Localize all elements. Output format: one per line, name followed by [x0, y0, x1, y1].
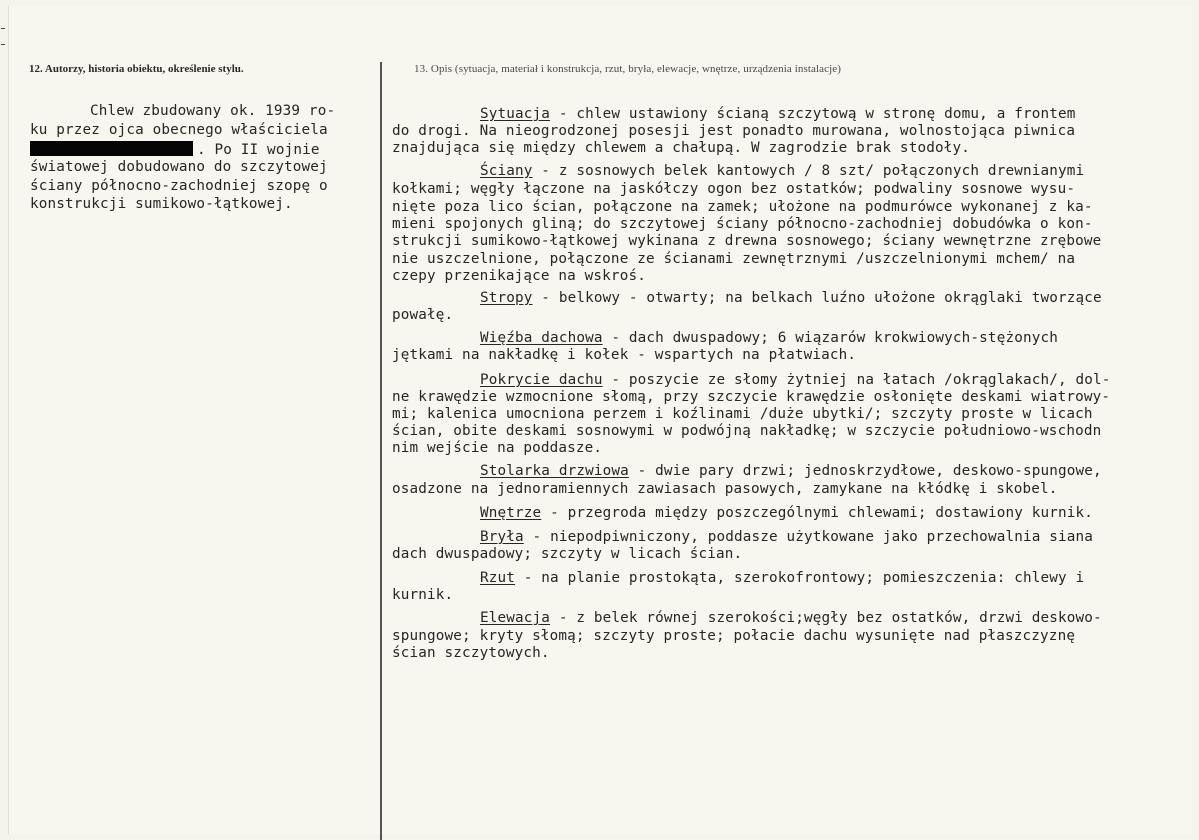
redaction-block — [30, 141, 193, 156]
section-sciany: Ściany - z sosnowych belek kantowych / 8 szt/ połączonych drewnianymi — [480, 163, 1085, 179]
section-elewacja: Elewacja - z belek równej szerokości;węgły bez ostatków, drzwi deskowo- — [480, 610, 1102, 626]
section-label: Pokrycie dachu — [480, 372, 603, 388]
text-line: ne krawędzie wzmocnione słomą, przy szczycie krawędzie osłonięte deskami wiatrowy- — [392, 389, 1111, 405]
field-13-header: 13. Opis (sytuacja, materiał i konstrukcja, rzut, bryła, elewacje, wnętrze, urządzenia instalacje) — [414, 63, 842, 75]
margin-mark — [1, 28, 5, 29]
section-label: Stolarka drzwiowa — [480, 463, 629, 479]
column-divider — [380, 62, 382, 840]
text-line: osadzone na jednoramiennych zawiasach pasowych, zamykane na kłódkę i skobel. — [392, 481, 1058, 497]
history-line: światowej dobudowano do szczytowej — [30, 159, 328, 175]
section-stolarka: Stolarka drzwiowa - dwie pary drzwi; jednoskrzydłowe, deskowo-spungowe, — [480, 463, 1102, 479]
history-line: Chlew zbudowany ok. 1939 ro- — [90, 103, 336, 119]
text-line: strukcji sumikowo-łątkowej wykinana z drewna sosnowego; ściany wewnętrzne zrębowe — [392, 233, 1102, 249]
text-line: powałę. — [392, 307, 454, 323]
margin-mark — [1, 44, 5, 45]
text-line: mi; kalenica umocniona perzem i koźlinami /duże ubytki/; szczyty proste w licach — [392, 406, 1093, 422]
section-label: Więźba dachowa — [480, 330, 603, 346]
history-line: ku przez ojca obecnego właściciela — [30, 122, 328, 138]
section-label: Sytuacja — [480, 106, 551, 122]
field-12-header: 12. Autorzy, historia obiektu, określenie stylu. — [29, 63, 244, 75]
text-line: nięte poza lico ścian, połączone na zamek; ułożone na podmurówce wykonanej z ka- — [392, 199, 1093, 215]
history-line: ściany północno-zachodniej szopę o — [30, 178, 328, 194]
section-wnetrze: Wnętrze - przegroda między poszczególnymi chlewami; dostawiony kurnik. — [480, 505, 1094, 521]
section-label: Wnętrze — [480, 505, 542, 521]
text-line: do drogi. Na nieogrodzonej posesji jest ponadto murowana, wolnostojąca piwnica — [392, 123, 1076, 139]
section-sytuacja: Sytuacja - chlew ustawiony ścianą szczytową w stronę domu, a frontem — [480, 106, 1076, 122]
text-line: kołkami; węgły łączone na jaskółczy ogon bez ostatków; podwaliny sosnowe wysu- — [392, 181, 1076, 197]
text-line: mieni spojonych gliną; do szczytowej ściany północno-zachodniej dobudówka o kon- — [392, 216, 1093, 232]
text-line: czepy przenikające na wskroś. — [392, 268, 646, 284]
section-wiezba: Więźba dachowa - dach dwuspadowy; 6 wiązarów krokwiowych-stężonych — [480, 330, 1058, 346]
text-line: nim wejście na poddasze. — [392, 440, 603, 456]
section-label: Bryła — [480, 529, 524, 545]
history-line: . Po II wojnie — [30, 141, 320, 158]
section-label: Stropy — [480, 290, 533, 306]
text-line: jętkami na nakładkę i kołek - wspartych na płatwiach. — [392, 347, 857, 363]
text-line: znajdująca się między chlewem a chałupą. W zagrodzie brak stodoły. — [392, 140, 970, 156]
section-label: Elewacja — [480, 610, 551, 626]
section-stropy: Stropy - belkowy - otwarty; na belkach luźno ułożone okrąglaki tworzące — [480, 290, 1102, 306]
section-label: Ściany — [480, 163, 533, 179]
section-label: Rzut — [480, 570, 516, 586]
text-line: spungowe; kryty słomą; szczyty proste; połacie dachu wysunięte nad płaszczyznę — [392, 628, 1076, 644]
history-line: konstrukcji sumikowo-łątkowej. — [30, 196, 293, 212]
section-pokrycie: Pokrycie dachu - poszycie ze słomy żytniej na łatach /okrąglakach/, dol- — [480, 372, 1111, 388]
text-line: dach dwuspadowy; szczyty w licach ścian. — [392, 546, 743, 562]
section-rzut: Rzut - na planie prostokąta, szerokofrontowy; pomieszczenia: chlewy i — [480, 570, 1085, 586]
text-line: ścian, obite deskami sosnowymi w podwójną nakładkę; w szczycie południowo-wschodn — [392, 423, 1102, 439]
section-bryla: Bryła - niepodpiwniczony, poddasze użytkowane jako przechowalnia siana — [480, 529, 1094, 545]
text-line: ścian szczytowych. — [392, 645, 550, 661]
text-line: nie uszczelnione, połączone ze ścianami zewnętrznymi /uszczelnionymi mchem/ na — [392, 251, 1076, 267]
text-line: kurnik. — [392, 587, 454, 603]
